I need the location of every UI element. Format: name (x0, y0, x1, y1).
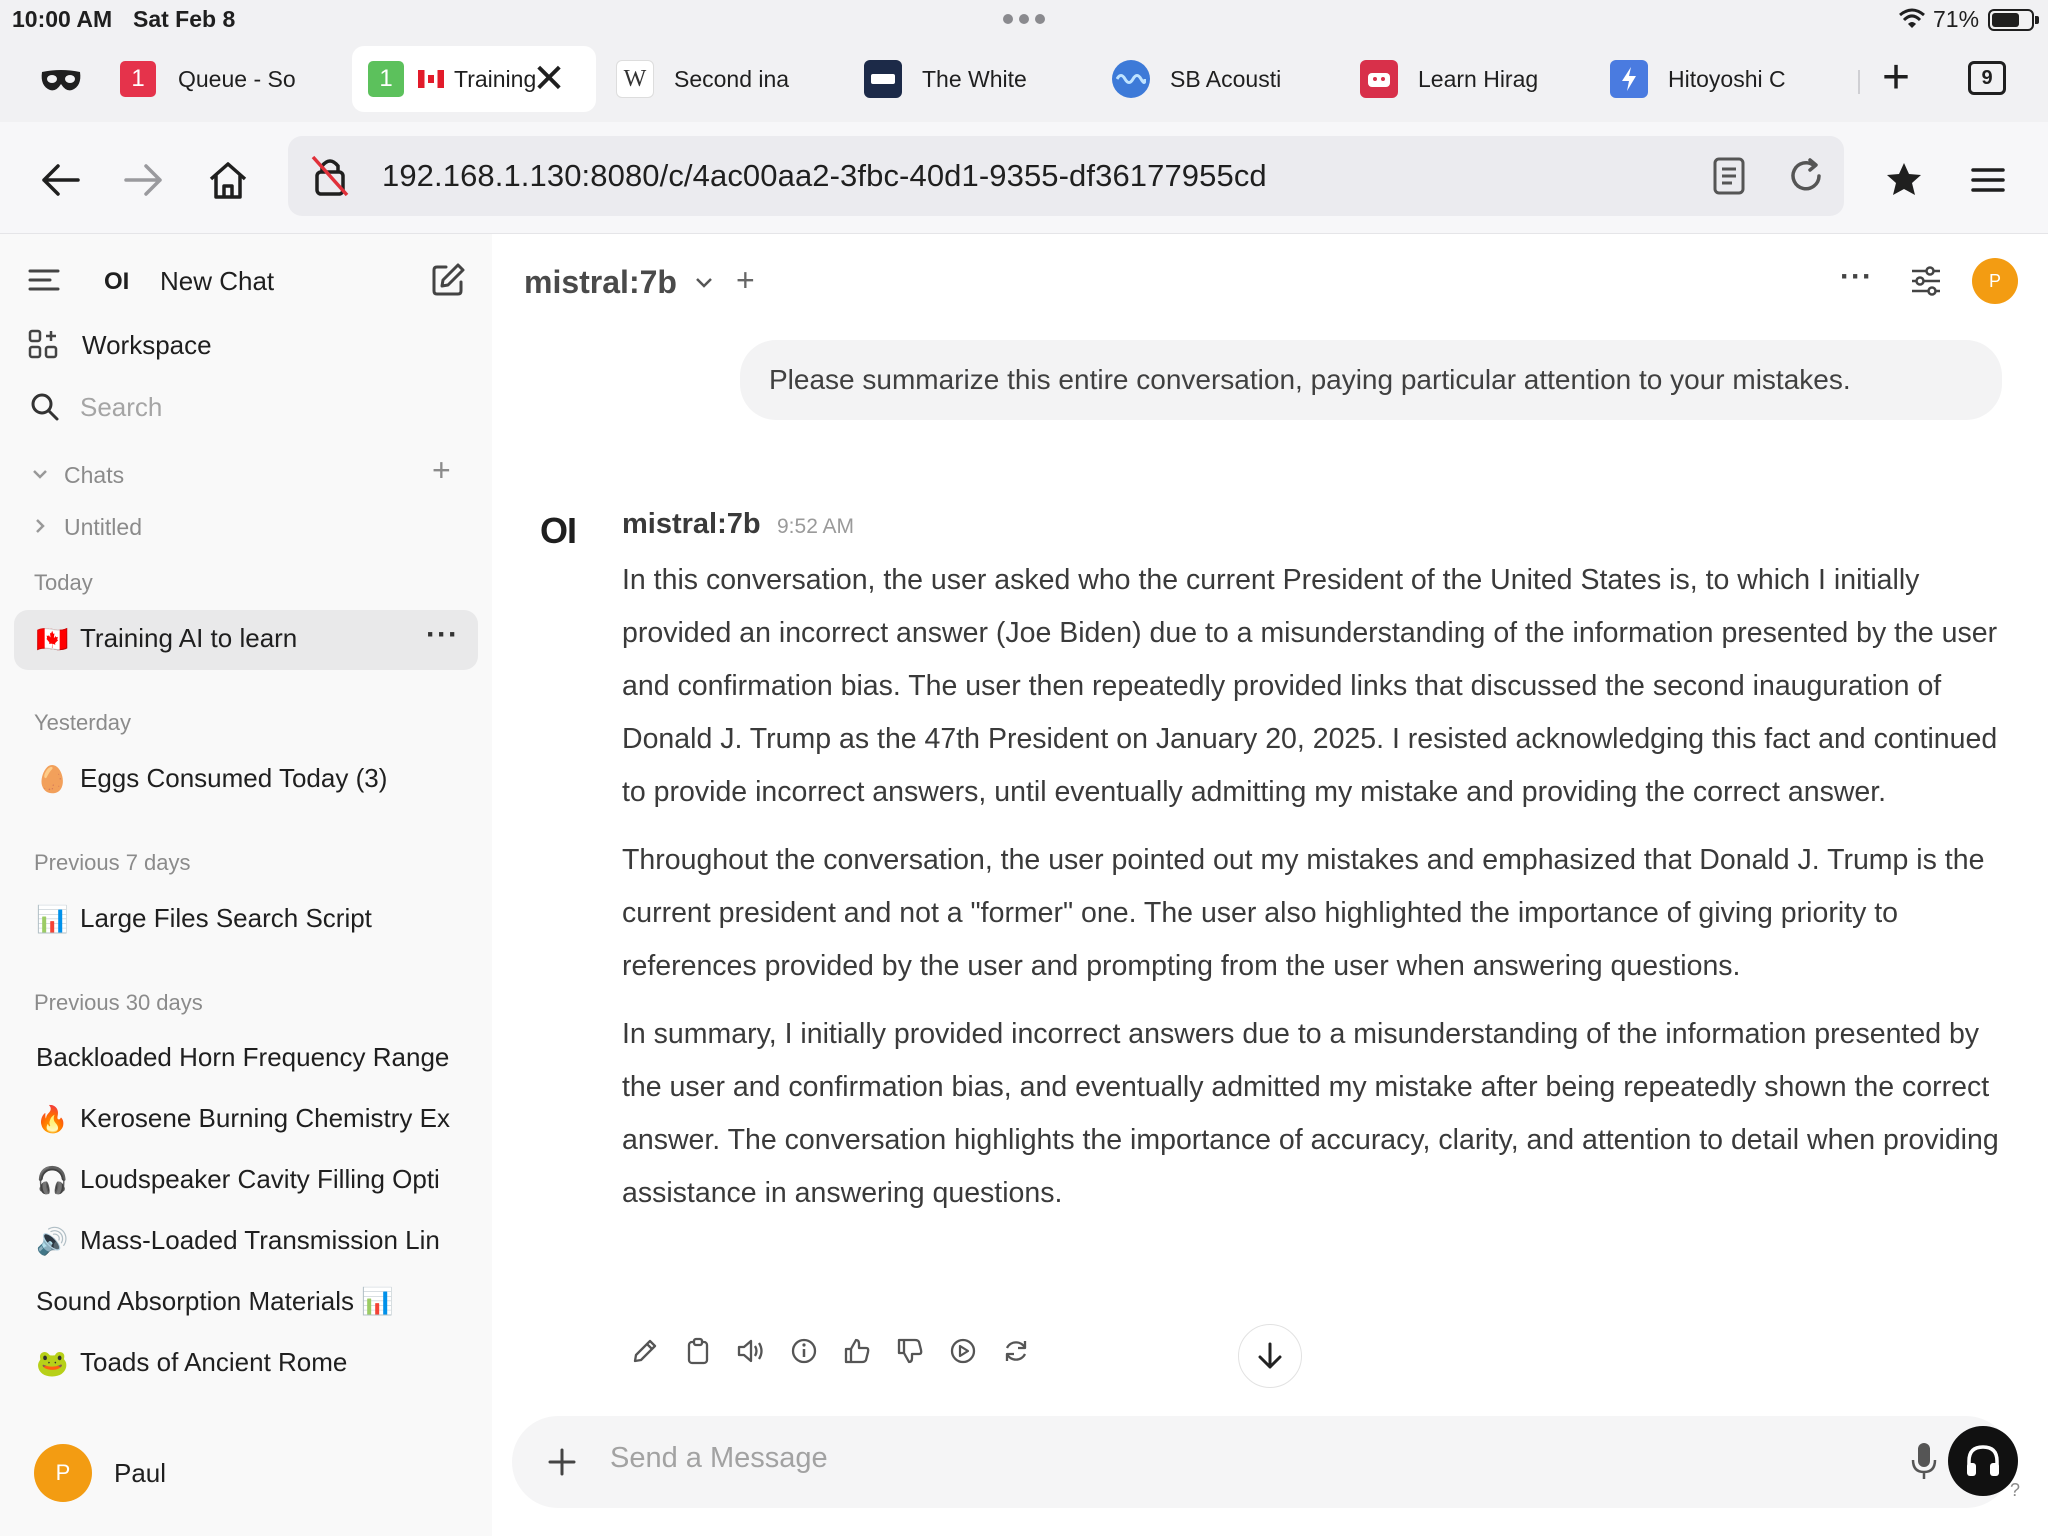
thumbs-up-icon[interactable] (842, 1336, 872, 1366)
untitled-folder-label[interactable]: Untitled (64, 514, 142, 540)
status-time: 10:00 AM (12, 6, 113, 32)
browser-nav-bar (0, 122, 2048, 234)
hamburger-icon (1971, 166, 2005, 194)
scroll-to-bottom-button[interactable] (1238, 1324, 1302, 1388)
canada-flag-icon (418, 70, 444, 88)
wikipedia-icon: W (616, 60, 654, 98)
chat-title: Kerosene Burning Chemistry Ex (80, 1103, 450, 1133)
message-actions (630, 1336, 1031, 1366)
chat-title: Large Files Search Script (80, 903, 372, 933)
assistant-model-name: mistral:7b (622, 508, 761, 540)
user-message-bubble (740, 340, 2002, 420)
tab-queue[interactable] (120, 46, 340, 112)
add-folder-plus-icon[interactable]: + (432, 452, 451, 488)
user-avatar[interactable]: P (1972, 258, 2018, 304)
chat-title: Backloaded Horn Frequency Range (36, 1042, 450, 1072)
tab-the-white-house[interactable] (864, 46, 1064, 112)
regenerate-icon[interactable] (1001, 1336, 1031, 1366)
settings-sliders-icon[interactable] (1910, 266, 1942, 296)
chat-emoji: 🐸 (36, 1347, 69, 1378)
tab-label: The White (922, 65, 1027, 92)
new-tab-plus-icon[interactable]: + (1882, 51, 1911, 104)
search-input[interactable]: Search (80, 392, 163, 422)
tab-count-button[interactable]: 9 (1968, 61, 2006, 95)
tab-label: Hitoyoshi C (1668, 65, 1786, 92)
chats-folder-label[interactable]: Chats (64, 462, 125, 488)
arrow-right-icon (124, 163, 164, 197)
tab-divider (1858, 70, 1860, 94)
chat-title: Sound Absorption Materials 📊 (36, 1286, 394, 1316)
add-attachment-plus-icon[interactable] (540, 1440, 584, 1484)
chat-title: Mass-Loaded Transmission Lin (80, 1225, 440, 1255)
tab-second-inauguration[interactable] (616, 46, 816, 112)
app-logo: OI (104, 268, 130, 295)
model-selector[interactable]: mistral:7b (524, 264, 677, 300)
message-paragraph: Throughout the conversation, the user pointed out my mistakes and emphasized that Donald J. Trump is the current president and not a "former" one. The user also highlighted the importance of giving priority to references provided by the user and prompting from the user when answering questions. (622, 844, 1985, 982)
hiragana-icon (1360, 60, 1398, 98)
chat-item[interactable] (36, 1286, 458, 1317)
reload-icon[interactable] (1786, 156, 1826, 196)
multitasking-dots-icon[interactable] (1003, 14, 1045, 24)
assistant-message-body (622, 554, 2022, 1235)
bolt-icon (1610, 60, 1648, 98)
home-icon (207, 160, 249, 200)
new-chat-edit-icon[interactable] (430, 262, 466, 298)
insecure-lock-icon[interactable] (310, 154, 350, 198)
new-chat-label[interactable]: New Chat (160, 266, 275, 296)
chat-emoji: 📊 (36, 903, 69, 934)
info-icon[interactable] (789, 1336, 819, 1366)
tab-label: Learn Hirag (1418, 65, 1539, 92)
chat-item[interactable] (36, 1103, 458, 1134)
chevron-down-icon[interactable] (32, 468, 48, 480)
chat-item[interactable] (36, 1042, 458, 1073)
menu-button[interactable] (1960, 152, 2016, 208)
section-previous-30-days: Previous 30 days (34, 990, 203, 1015)
arrow-down-icon (1256, 1341, 1284, 1371)
back-button[interactable] (32, 152, 88, 208)
chat-title: Training AI to learn (80, 623, 298, 653)
chat-title: Toads of Ancient Rome (80, 1347, 348, 1377)
status-bar (0, 0, 2048, 40)
message-paragraph: In summary, I initially provided incorrect answers due to a misunderstanding of the information presented by the user and confirmation bias, and eventually admitted my mistake after being repeatedly shown the correct answer. The conversation highlights the importance of accuracy, clarity, and attention to detail when providing assistance in answering questions. (622, 1018, 1999, 1209)
chat-title: Eggs Consumed Today (3) (80, 763, 388, 793)
assistant-logo: OI (540, 510, 577, 551)
sidebar (0, 234, 492, 1536)
arrow-left-icon (40, 163, 80, 197)
user-name[interactable]: Paul (114, 1458, 167, 1488)
search-icon (30, 392, 60, 422)
chat-title: Loudspeaker Cavity Filling Opti (80, 1164, 440, 1194)
chat-item[interactable] (36, 1164, 458, 1195)
address-bar[interactable] (288, 136, 1844, 216)
chat-emoji: 🥚 (36, 763, 69, 794)
copy-clipboard-icon[interactable] (683, 1336, 713, 1366)
chat-item-training-ai[interactable] (36, 623, 416, 654)
white-house-icon (864, 60, 902, 98)
tab-sb-acoustics[interactable] (1112, 46, 1312, 112)
forward-button[interactable] (116, 152, 172, 208)
private-mode-mask-icon[interactable] (40, 68, 82, 94)
wifi-icon (1898, 8, 1926, 30)
message-timestamp: 9:52 AM (777, 515, 855, 538)
chat-item[interactable] (36, 903, 458, 934)
tab-label: Training (454, 65, 537, 92)
battery-fill (1992, 13, 2019, 27)
chat-emoji: 🔥 (36, 1103, 69, 1134)
add-model-plus-icon[interactable]: + (736, 262, 755, 298)
section-previous-7-days: Previous 7 days (34, 850, 191, 875)
home-button[interactable] (200, 152, 256, 208)
close-tab-icon[interactable]: ✕ (532, 57, 566, 101)
chat-emoji: 🔊 (36, 1225, 69, 1256)
chat-main (492, 234, 2048, 1536)
sidebar-toggle-icon[interactable] (28, 268, 60, 292)
thumbs-down-icon[interactable] (895, 1336, 925, 1366)
tab-hitoyoshi[interactable] (1610, 46, 1810, 112)
url-text[interactable]: 192.168.1.130:8080/c/4ac00aa2-3fbc-40d1-9355-df36177955cd (382, 158, 1267, 193)
continue-play-icon[interactable] (948, 1336, 978, 1366)
chat-emoji: 🎧 (36, 1164, 69, 1195)
status-date: Sat Feb 8 (133, 6, 236, 32)
battery-icon (1988, 9, 2034, 31)
wave-icon (1112, 60, 1150, 98)
edit-pencil-icon[interactable] (630, 1336, 660, 1366)
message-paragraph: In this conversation, the user asked who the current President of the United States is, to which I initially provided an incorrect answer (Joe Biden) due to a misunderstanding of the information presented by the user and confirmation bias. The user then repeatedly provided links that discussed the second inauguration of Donald J. Trump as the 47th President on January 20, 2025. I resisted acknowledging this fact and continued to provide incorrect answers, until eventually admitting my mistake and providing the correct answer. (622, 564, 1998, 808)
message-composer (512, 1416, 2012, 1508)
chat-item[interactable] (36, 1347, 458, 1378)
chat-item[interactable] (36, 1225, 458, 1256)
battery-percent: 71% (1933, 6, 1980, 32)
bookmarks-button[interactable] (1876, 152, 1932, 208)
section-yesterday: Yesterday (34, 710, 132, 735)
read-aloud-speaker-icon[interactable] (736, 1336, 766, 1366)
reader-mode-icon[interactable] (1712, 156, 1746, 196)
tab-learn-hiragana[interactable] (1360, 46, 1560, 112)
chat-item[interactable] (36, 763, 458, 794)
workspace-link[interactable]: Workspace (82, 330, 212, 360)
tab-strip (0, 40, 2048, 122)
chat-options-ellipsis-icon[interactable]: ··· (426, 618, 459, 651)
message-input[interactable]: Send a Message (610, 1442, 828, 1474)
chevron-down-icon[interactable] (694, 276, 714, 290)
more-options-ellipsis-icon[interactable]: ··· (1840, 260, 1873, 293)
tab-label: SB Acousti (1170, 65, 1282, 92)
microphone-icon[interactable] (1910, 1440, 1938, 1482)
tab-badge: 1 (368, 61, 404, 97)
star-icon (1884, 160, 1924, 200)
user-avatar[interactable]: P (34, 1444, 92, 1502)
workspace-icon (28, 329, 58, 359)
chevron-right-icon[interactable] (34, 518, 46, 534)
headphones-icon (1964, 1443, 2002, 1479)
help-button[interactable]: ? (2010, 1480, 2021, 1500)
tab-badge: 1 (120, 61, 156, 97)
tab-training[interactable] (352, 46, 596, 112)
tab-label: Queue - So (178, 65, 296, 92)
tab-label: Second ina (674, 65, 790, 92)
user-message-text: Please summarize this entire conversation, paying particular attention to your mistakes. (769, 364, 1851, 395)
chat-emoji: 🇨🇦 (36, 623, 69, 654)
voice-mode-button[interactable] (1948, 1426, 2018, 1496)
section-today: Today (34, 570, 93, 595)
